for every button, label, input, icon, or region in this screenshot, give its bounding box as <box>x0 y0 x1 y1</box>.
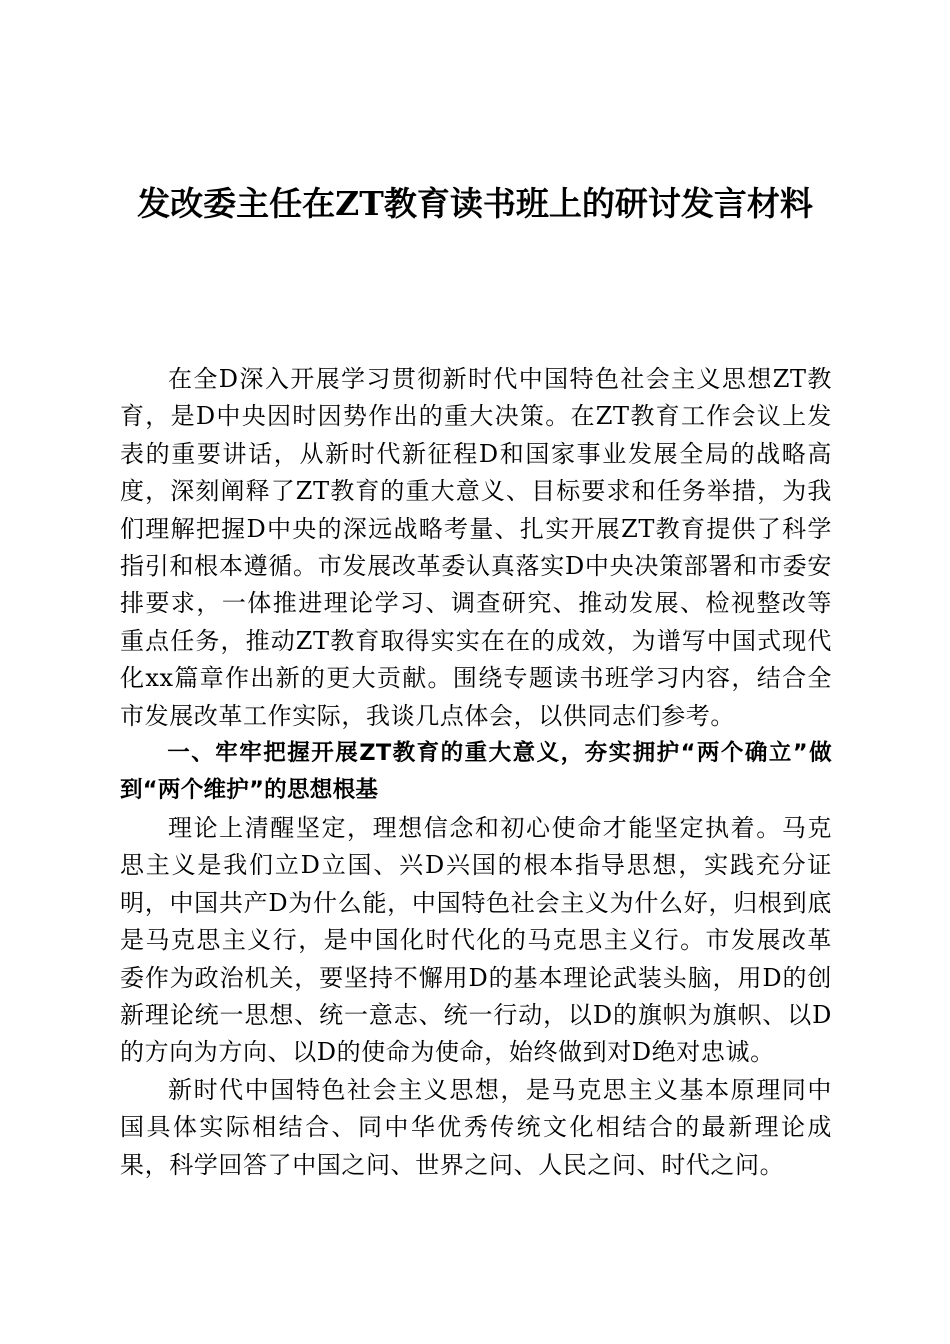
intro-paragraph: 在全D深入开展学习贯彻新时代中国特色社会主义思想ZT教育，是D中央因时因势作出的重大决策。在ZT教育工作会议上发表的重要讲话，从新时代新征程D和国家事业发展全局的战略高度，深刻阐释了ZT教育的重大意义、目标要求和任务举措，为我们理解把握D中央的深远战略考量、扎实开展ZT教育提供了科学指引和根本遵循。市发展改革委认真落实D中央决策部署和市委安排要求，一体推进理论学习、调查研究、推动发展、检视整改等重点任务，推动ZT教育取得实实在在的成效，为谱写中国式现代化xx篇章作出新的更大贡献。围绕专题读书班学习内容，结合全市发展改革工作实际，我谈几点体会，以供同志们参考。 <box>120 365 832 730</box>
section-heading-1: 一、牢牢把握开展ZT教育的重大意义，夯实拥护“两个确立”做到“两个维护”的思想根基 <box>120 740 832 804</box>
document-title: 发改委主任在ZT教育读书班上的研讨发言材料 <box>137 184 813 223</box>
body-paragraph: 理论上清醒坚定，理想信念和初心使命才能坚定执着。马克思主义是我们立D立国、兴D兴国的根本指导思想，实践充分证明，中国共产D为什么能，中国特色社会主义为什么好，归根到底是马克思主义行，是中国化时代化的马克思主义行。市发展改革委作为政治机关，要坚持不懈用D的基本理论武装头脑，用D的创新理论统一思想、统一意志、统一行动，以D的旗帜为旗帜、以D的方向为方向、以D的使命为使命，始终做到对D绝对忠诚。 <box>120 813 832 1067</box>
document-body <box>120 361 832 1184</box>
body-paragraph: 新时代中国特色社会主义思想，是马克思主义基本原理同中国具体实际相结合、同中华优秀传统文化相结合的最新理论成果，科学回答了中国之问、世界之问、人民之问、时代之问。 <box>120 1075 832 1179</box>
